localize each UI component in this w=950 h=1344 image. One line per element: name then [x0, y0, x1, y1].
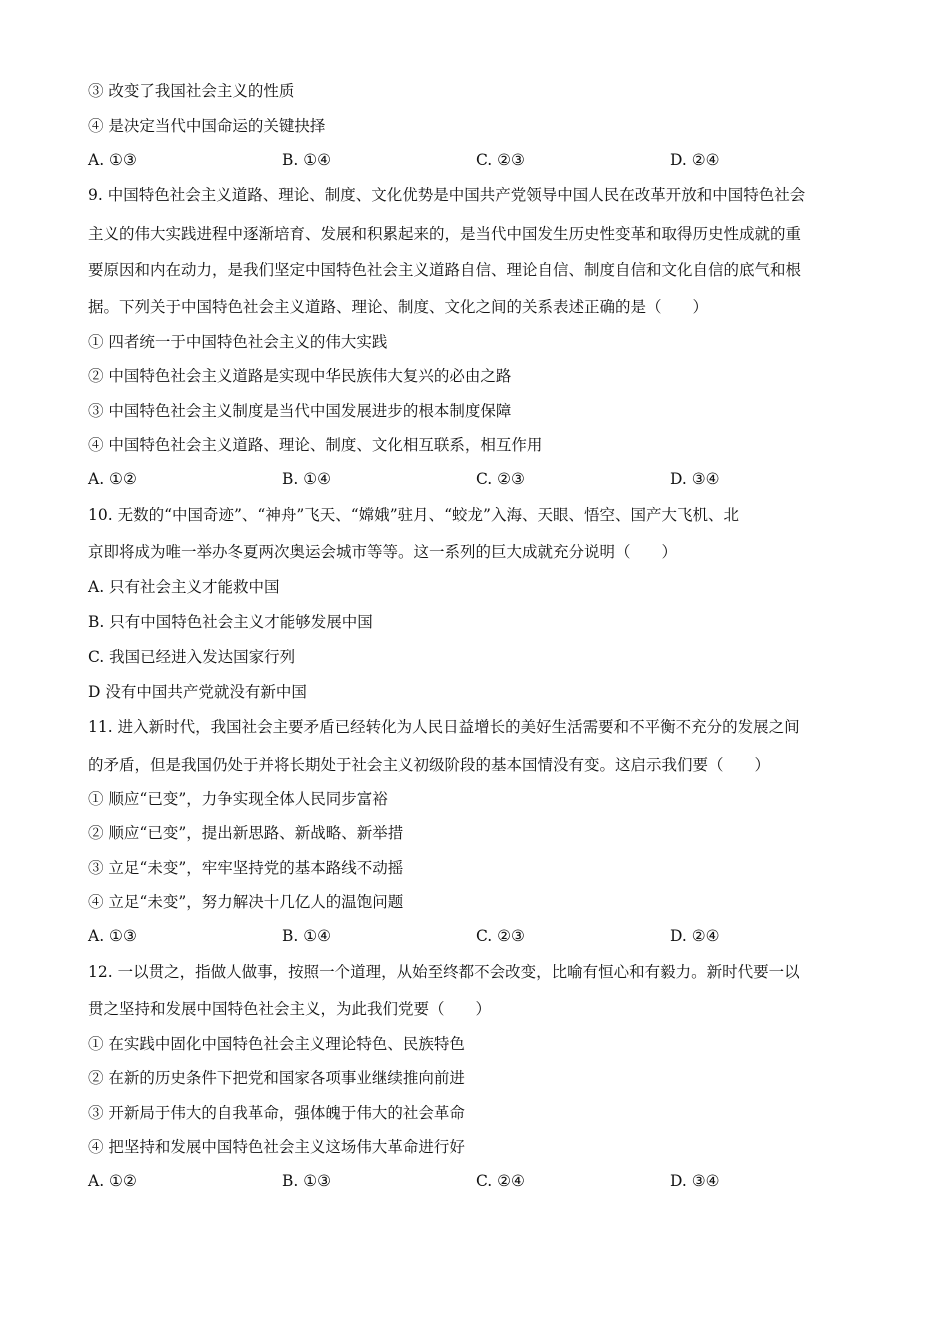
- q8-choice-c: C. ②③: [476, 151, 525, 169]
- q11-option-1: ① 顺应“已变”，力争实现全体人民同步富裕: [88, 790, 388, 808]
- q10-option-a: A. 只有社会主义才能救中国: [88, 578, 280, 596]
- q11-choices: [88, 926, 868, 946]
- q11-option-3: ③ 立足“未变”，牢牢坚持党的基本路线不动摇: [88, 859, 404, 877]
- q9-choices: [88, 469, 868, 489]
- q12-choice-d: D. ③④: [670, 1172, 720, 1190]
- q9-option-2: ② 中国特色社会主义道路是实现中华民族伟大复兴的必由之路: [88, 367, 512, 385]
- q9-stem-line-3: 要原因和内在动力，是我们坚定中国特色社会主义道路自信、理论自信、制度自信和文化自信的底气和根: [88, 261, 802, 279]
- q11-stem-line-2: 的矛盾，但是我国仍处于并将长期处于社会主义初级阶段的基本国情没有变。这启示我们要（ ）: [88, 756, 771, 774]
- q9-choice-b: B. ①④: [282, 470, 332, 488]
- q9-choice-d: D. ③④: [670, 470, 720, 488]
- q9-stem-line-4: 据。下列关于中国特色社会主义道路、理论、制度、文化之间的关系表述正确的是（ ）: [88, 298, 709, 316]
- q12-stem-line-2: 贯之坚持和发展中国特色社会主义，为此我们党要（ ）: [88, 1000, 492, 1018]
- q12-stem-line-1: 12. 一以贯之，指做人做事，按照一个道理，从始至终都不会改变，比喻有恒心和有毅力。新时代要一以: [88, 963, 800, 981]
- q12-choice-b: B. ①③: [282, 1172, 332, 1190]
- q8-option-4: ④ 是决定当代中国命运的关键抉择: [88, 117, 326, 135]
- q11-choice-b: B. ①④: [282, 927, 332, 945]
- q12-option-4: ④ 把坚持和发展中国特色社会主义这场伟大革命进行好: [88, 1138, 465, 1156]
- q9-stem-line-1: 9. 中国特色社会主义道路、理论、制度、文化优势是中国共产党领导中国人民在改革开放和中国特色社会: [88, 186, 806, 204]
- q10-option-b: B. 只有中国特色社会主义才能够发展中国: [88, 613, 373, 631]
- q8-choice-a: A. ①③: [88, 151, 137, 169]
- q12-choices: [88, 1171, 868, 1191]
- q12-choice-a: A. ①②: [88, 1172, 137, 1190]
- q11-option-4: ④ 立足“未变”，努力解决十几亿人的温饱问题: [88, 893, 404, 911]
- q8-choice-b: B. ①④: [282, 151, 332, 169]
- q12-option-1: ① 在实践中固化中国特色社会主义理论特色、民族特色: [88, 1035, 465, 1053]
- q9-stem-line-2: 主义的伟大实践进程中逐渐培育、发展和积累起来的，是当代中国发生历史性变革和取得历史性成就的重: [88, 225, 802, 243]
- q11-choice-d: D. ②④: [670, 927, 720, 945]
- q10-option-d: D 没有中国共产党就没有新中国: [88, 683, 307, 701]
- q9-choice-c: C. ②③: [476, 470, 525, 488]
- q12-choice-c: C. ②④: [476, 1172, 525, 1190]
- q9-option-3: ③ 中国特色社会主义制度是当代中国发展进步的根本制度保障: [88, 402, 512, 420]
- q11-choice-c: C. ②③: [476, 927, 525, 945]
- q11-option-2: ② 顺应“已变”，提出新思路、新战略、新举措: [88, 824, 404, 842]
- q12-option-2: ② 在新的历史条件下把党和国家各项事业继续推向前进: [88, 1069, 465, 1087]
- q10-option-c: C. 我国已经进入发达国家行列: [88, 648, 296, 666]
- q11-choice-a: A. ①③: [88, 927, 137, 945]
- q11-stem-line-1: 11. 进入新时代，我国社会主要矛盾已经转化为人民日益增长的美好生活需要和不平衡不充分的发展之间: [88, 718, 800, 736]
- q8-choices: [88, 150, 868, 170]
- q9-option-1: ① 四者统一于中国特色社会主义的伟大实践: [88, 333, 388, 351]
- q9-option-4: ④ 中国特色社会主义道路、理论、制度、文化相互联系，相互作用: [88, 436, 543, 454]
- q10-stem-line-2: 京即将成为唯一举办冬夏两次奥运会城市等等。这一系列的巨大成就充分说明（ ）: [88, 543, 678, 561]
- q8-choice-d: D. ②④: [670, 151, 720, 169]
- q12-option-3: ③ 开新局于伟大的自我革命，强体魄于伟大的社会革命: [88, 1104, 465, 1122]
- q10-stem-line-1: 10. 无数的“中国奇迹”、“神舟”飞天、“嫦娥”驻月、“蛟龙”入海、天眼、悟空、国产大飞机、北: [88, 506, 739, 524]
- q8-option-3: ③ 改变了我国社会主义的性质: [88, 82, 295, 100]
- q9-choice-a: A. ①②: [88, 470, 137, 488]
